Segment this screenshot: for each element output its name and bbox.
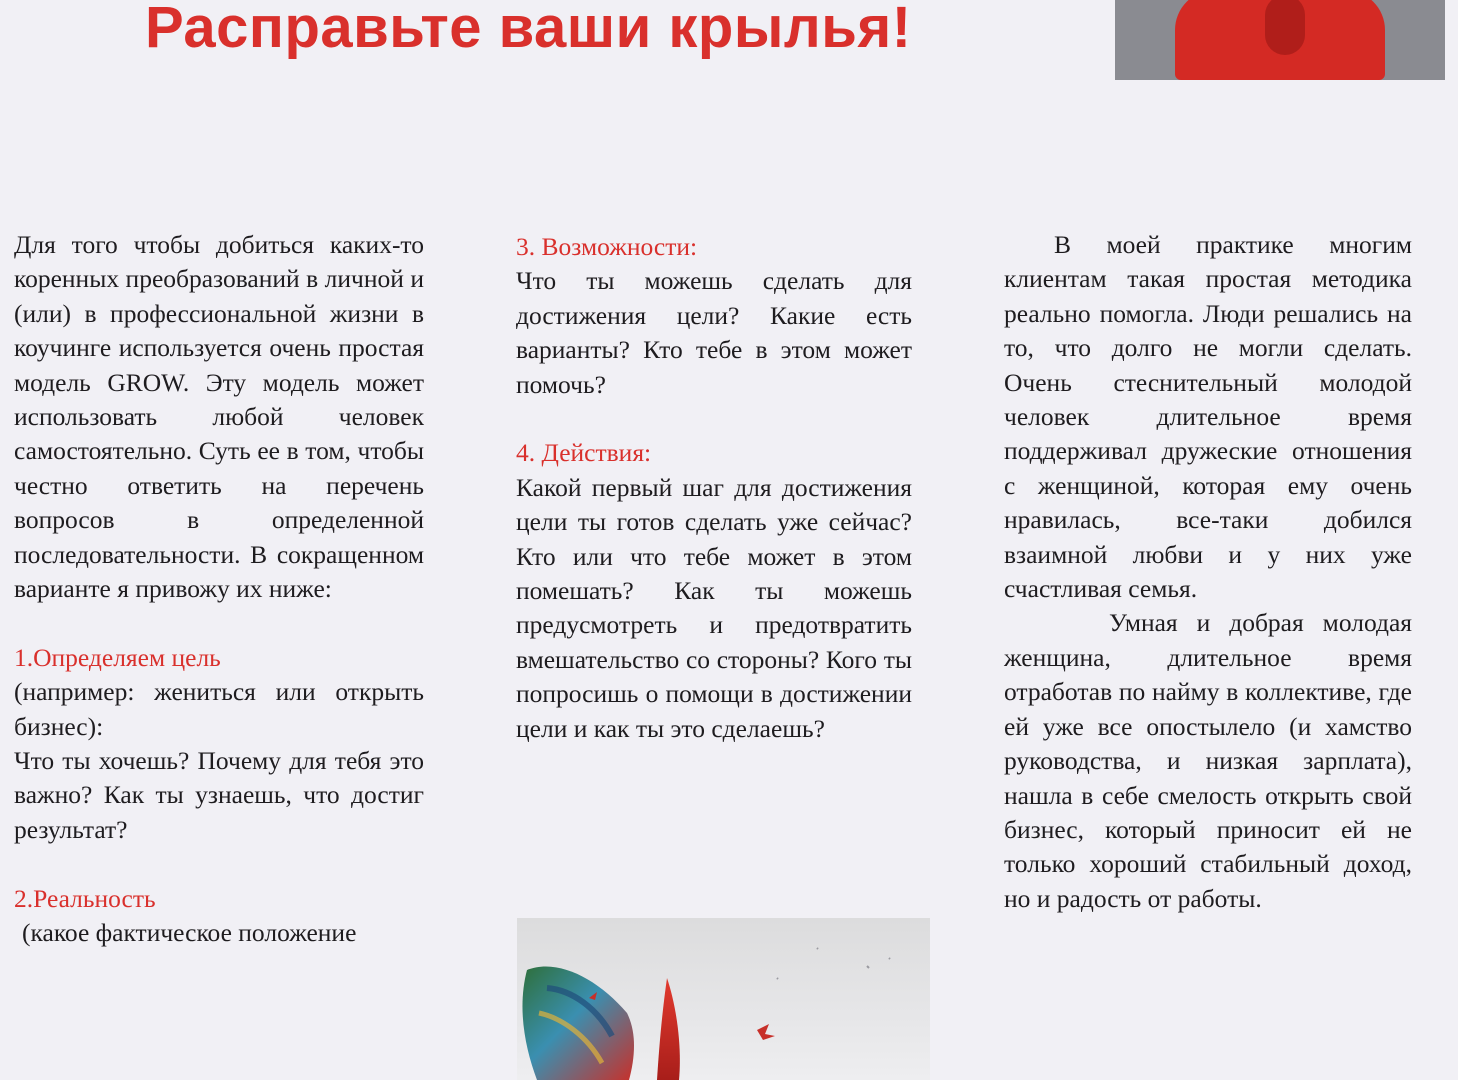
step-4-heading: 4. Действия: bbox=[516, 438, 652, 468]
column-left bbox=[14, 228, 424, 951]
step-3-heading: 3. Возможности: bbox=[516, 232, 698, 261]
author-photo bbox=[1115, 0, 1445, 80]
page-title: Расправьте ваши крылья! bbox=[145, 0, 912, 60]
step-2-heading: 2.Реальность bbox=[14, 883, 156, 913]
intro-paragraph: Для того чтобы добиться каких-то коренных преобразований в личной и (или) в профессиональной жизни в коучинге используется очень простая модель GROW. Эту модель может использовать любой человек самостоятельно. Суть ее в том, чтобы честно ответить на перечень вопросов в определенной последовательности. В сокращенном варианте я привожу их ниже: bbox=[14, 230, 424, 604]
parrot-illustration bbox=[517, 918, 930, 1080]
step-1-heading: 1.Определяем цель bbox=[14, 642, 221, 672]
column-right bbox=[1004, 228, 1412, 916]
parrot-graphic bbox=[517, 918, 930, 1080]
story-paragraph-1: В моей практике многим клиентам такая простая методика реально помогла. Люди решались на то, что долго не могли сделать. Очень стеснительный молодой человек длительное время поддерживал дружеские отношения с женщиной, которая ему очень нравилась, все-таки добился взаимной любви и у них уже счастливая семья. bbox=[1004, 230, 1412, 604]
step-4-text: Какой первый шаг для достижения цели ты готов сделать уже сейчас? Кто или что тебе может в этом помешать? Как ты можешь предусмотреть и предотвратить вмешательство со стороны? Кого ты попросишь о помощи в достижении цели и как ты это сделаешь? bbox=[516, 472, 912, 743]
story-paragraph-2: Умная и добрая молодая женщина, длительное время отработав по найму в коллективе, где ей уже все опостылело (и хамство руководства, и низкая зарплата), нашла в себе смелость открыть свой бизнес, который приносит ей не только хороший стабильный доход, но и радость от работы. bbox=[1004, 608, 1412, 913]
step-3-text: Что ты можешь сделать для достижения цели? Какие есть варианты? Кто тебе в этом может помочь? bbox=[516, 266, 912, 399]
column-middle bbox=[516, 230, 912, 746]
step-1-questions: Что ты хочешь? Почему для тебя это важно? Как ты узнаешь, что достиг результат? bbox=[14, 746, 424, 844]
step-2-text: (какое фактическое положение bbox=[22, 918, 357, 948]
step-1-note: (например: жениться или открыть бизнес): bbox=[14, 677, 424, 741]
